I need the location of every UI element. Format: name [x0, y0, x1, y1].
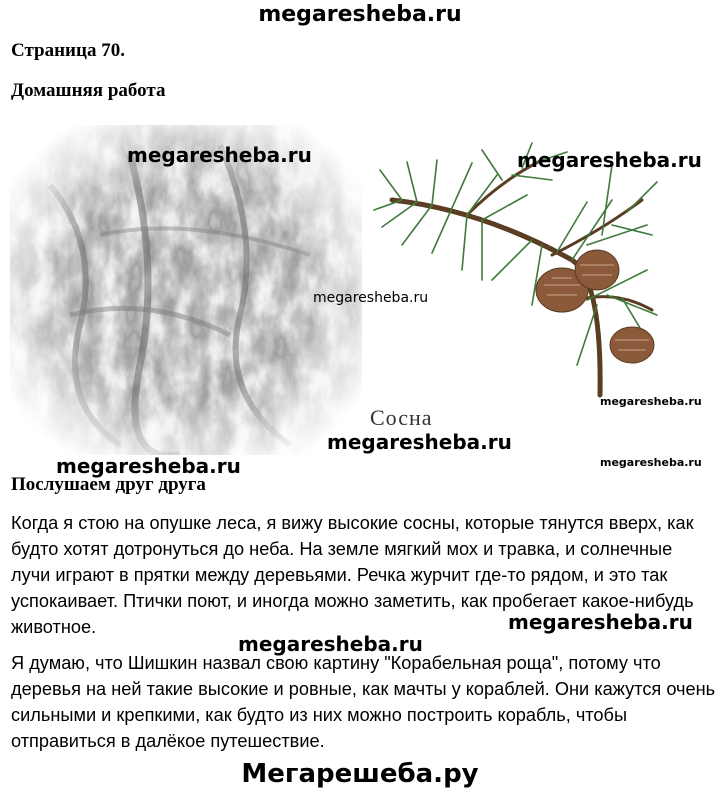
pine-caption: Сосна — [370, 405, 433, 430]
watermark-para-right: megaresheba.ru — [508, 610, 693, 634]
page-number: Страница 70. — [11, 40, 125, 61]
listen-heading: Послушаем друг друга — [11, 474, 206, 495]
watermark-center: megaresheba.ru — [313, 290, 429, 306]
frost-texture-illustration — [10, 125, 362, 455]
watermark-pine-small: megaresheba.ru — [600, 395, 702, 408]
watermark-texture: megaresheba.ru — [127, 143, 312, 167]
pine-branch-illustration — [372, 140, 667, 405]
paragraph-2: Я думаю, что Шишкин назвал свою картину "Корабельная роща", потому что деревья на ней такие высокие и ровные, как мачты у кораблей. Они кажутся очень сильными и крепкими, как будто из них можно построить корабль, чтобы отправиться в далёкое путешествие. — [11, 653, 716, 751]
watermark-top: megaresheba.ru — [258, 2, 462, 27]
watermark-right-small: megaresheba.ru — [600, 456, 702, 469]
watermark-left: megaresheba.ru — [56, 454, 241, 478]
paragraph-1: Когда я стою на опушке леса, я вижу высокие сосны, которые тянутся вверх, как будто хотят дотронуться до неба. На земле мягкий мох и травка, и солнечные лучи играют в прятки между деревьями. Речка журчит где-то рядом, и это так успокаивает. Птички поют, и иногда можно заметить, как пробегает какое-нибудь животное. — [11, 513, 694, 637]
watermark-pine: megaresheba.ru — [517, 148, 702, 172]
watermark-para-center: megaresheba.ru — [238, 632, 423, 656]
watermark-bottom: Мегарешеба.ру — [241, 759, 479, 789]
watermark-caption: megaresheba.ru — [327, 430, 512, 454]
homework-heading: Домашняя работа — [11, 80, 166, 101]
